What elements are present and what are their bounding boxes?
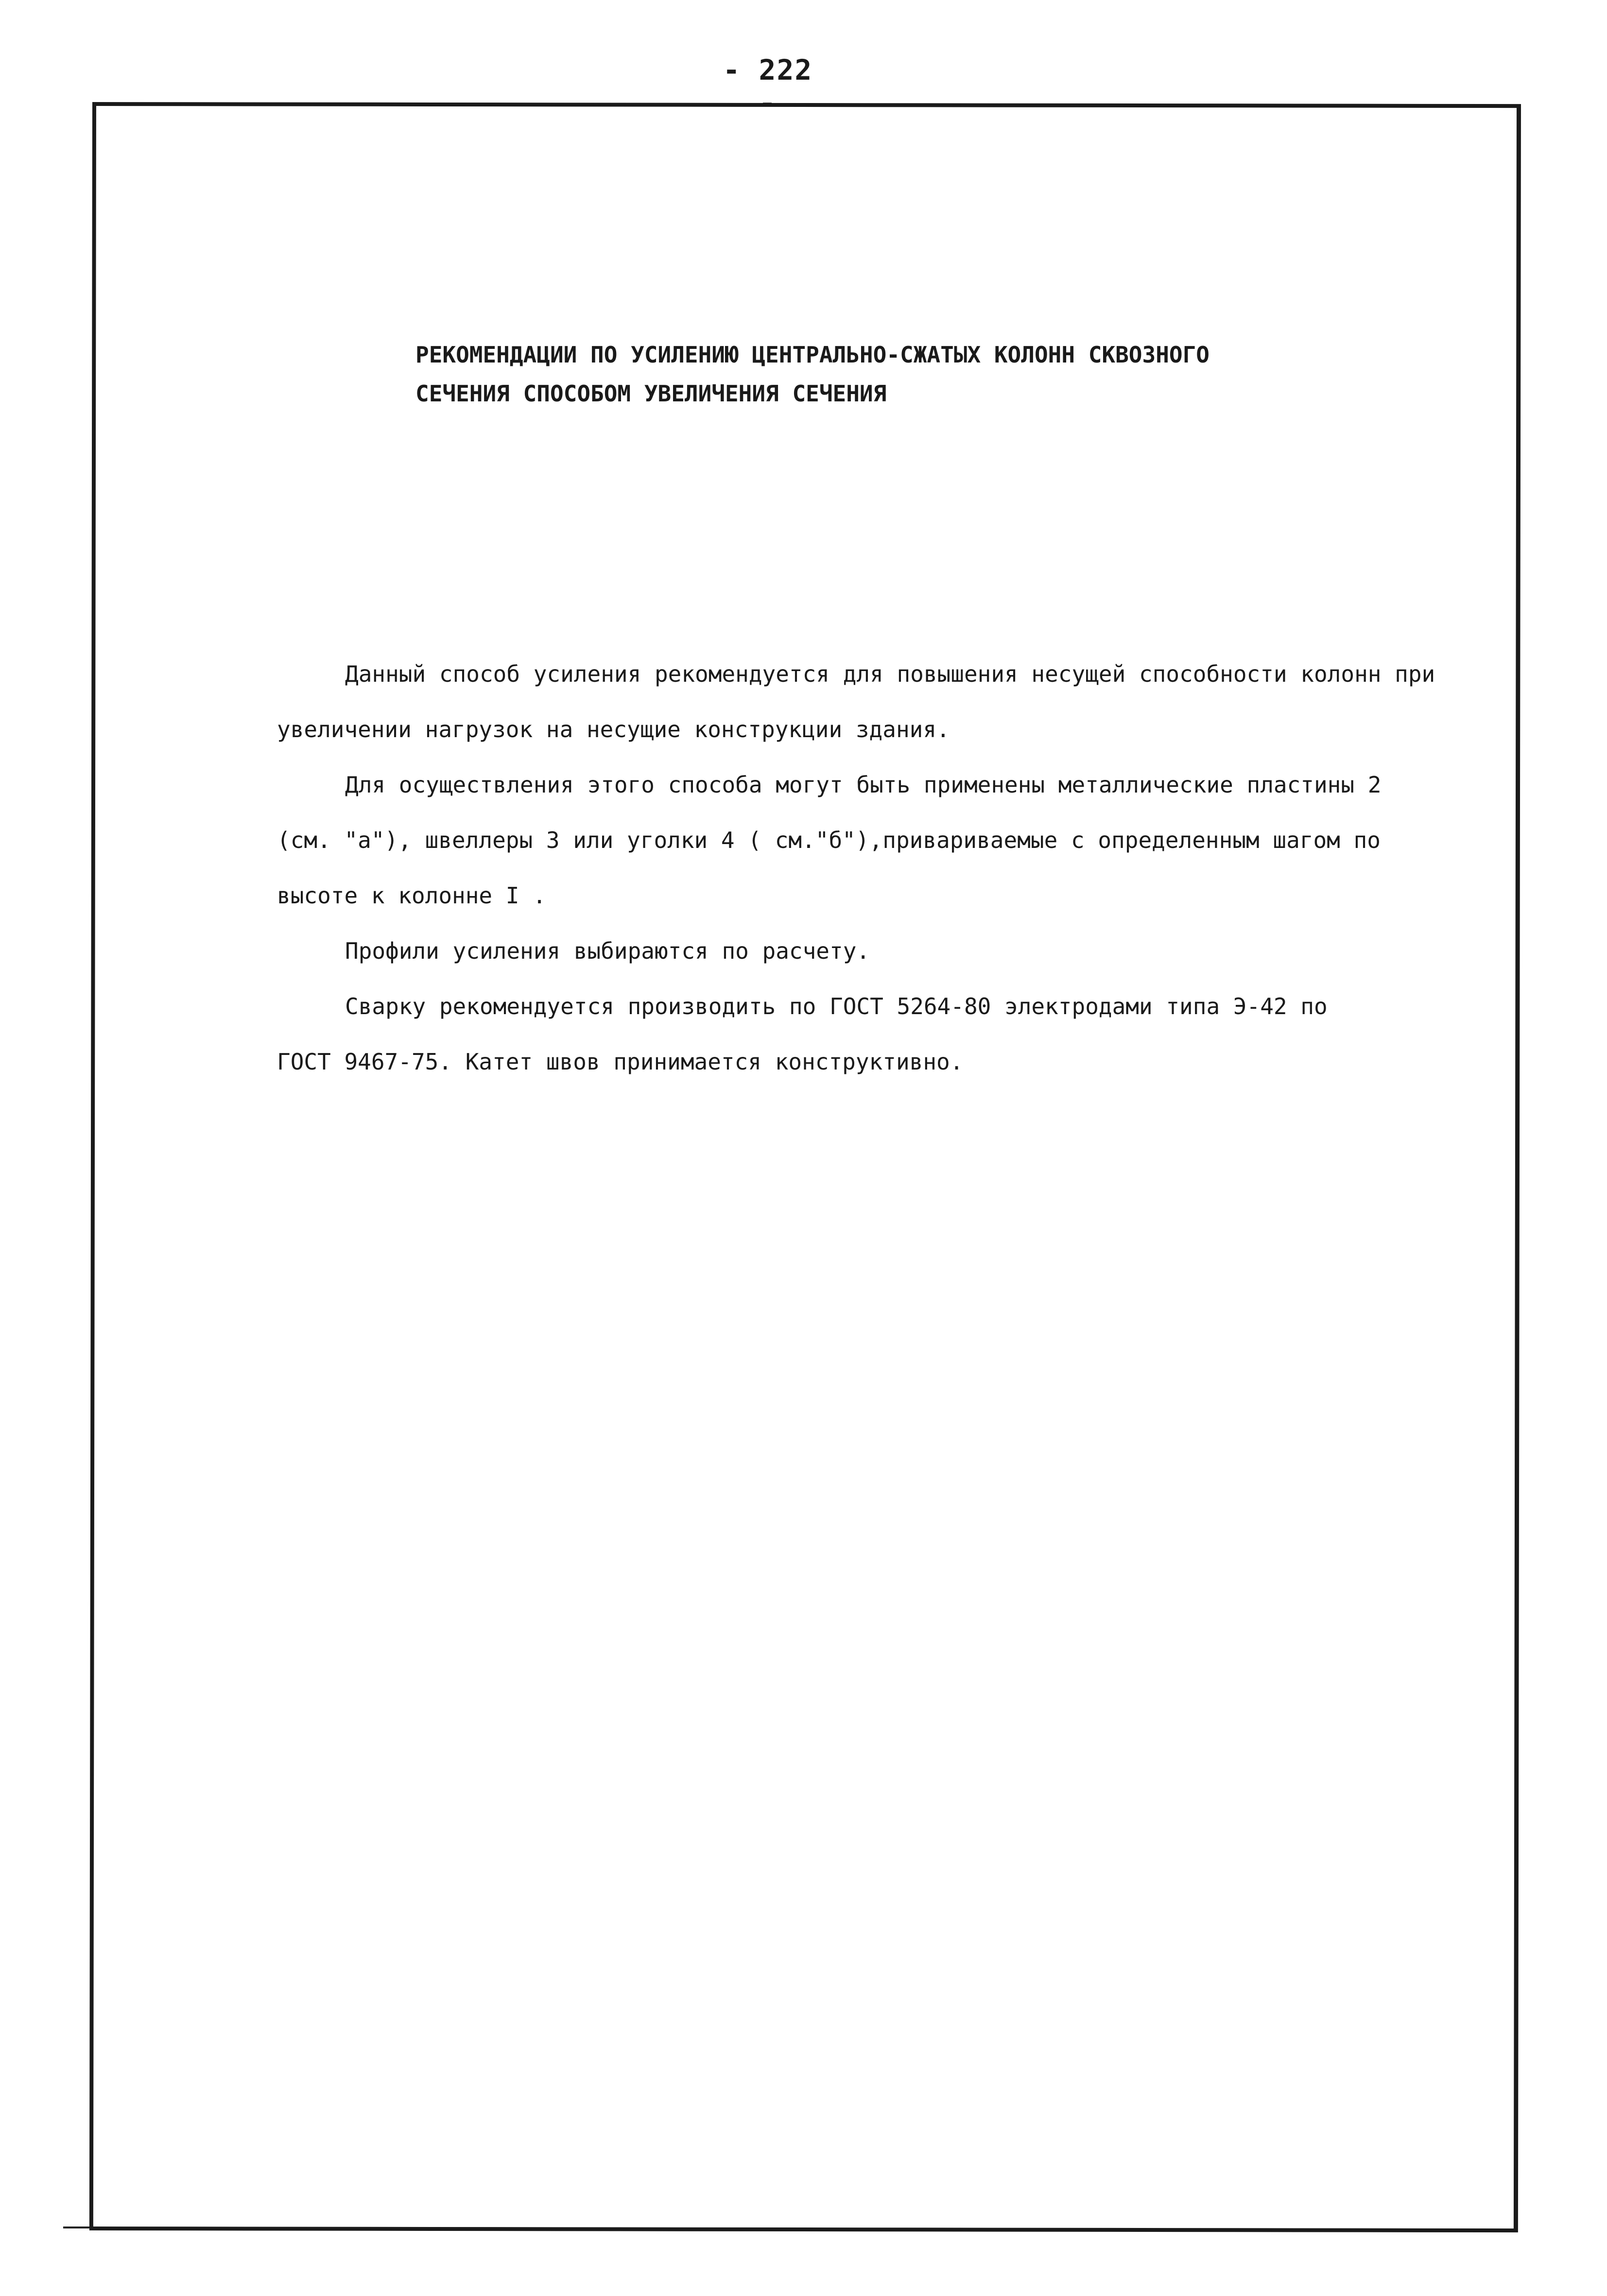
paragraph-1-line-2: увеличении нагрузок на несущие конструкции здания. <box>277 716 950 742</box>
paragraph-2-line-2: (см. "а"), швеллеры 3 или уголки 4 ( см."б"),привариваемые с определенным шагом по <box>277 827 1381 853</box>
title-line-1: РЕКОМЕНДАЦИИ ПО УСИЛЕНИЮ ЦЕНТРАЛЬНО-СЖАТЫХ КОЛОНН СКВОЗНОГО <box>415 342 1210 368</box>
body-text <box>277 646 1453 1089</box>
page-number: - 222 - <box>723 53 813 120</box>
paragraph-1-line-1: Данный способ усиления рекомендуется для повышения несущей способности колонн при <box>345 661 1435 687</box>
paragraph-4-line-1: Сварку рекомендуется производить по ГОСТ 5264-80 электродами типа Э-42 по <box>345 993 1328 1019</box>
frame-corner-mark <box>63 2227 97 2228</box>
page-frame <box>89 102 1521 2232</box>
paragraph-4-line-2: ГОСТ 9467-75. Катет швов принимается конструктивно. <box>277 1049 964 1075</box>
title-line-2: СЕЧЕНИЯ СПОСОБОМ УВЕЛИЧЕНИЯ СЕЧЕНИЯ <box>415 380 887 407</box>
paragraph-2-line-3: высоте к колонне I . <box>277 882 546 909</box>
paragraph-3-line-1: Профили усиления выбираются по расчету. <box>345 938 870 964</box>
paragraph-2-line-1: Для осуществления этого способа могут быть применены металлические пластины 2 <box>345 772 1382 798</box>
document-title <box>415 335 1485 413</box>
